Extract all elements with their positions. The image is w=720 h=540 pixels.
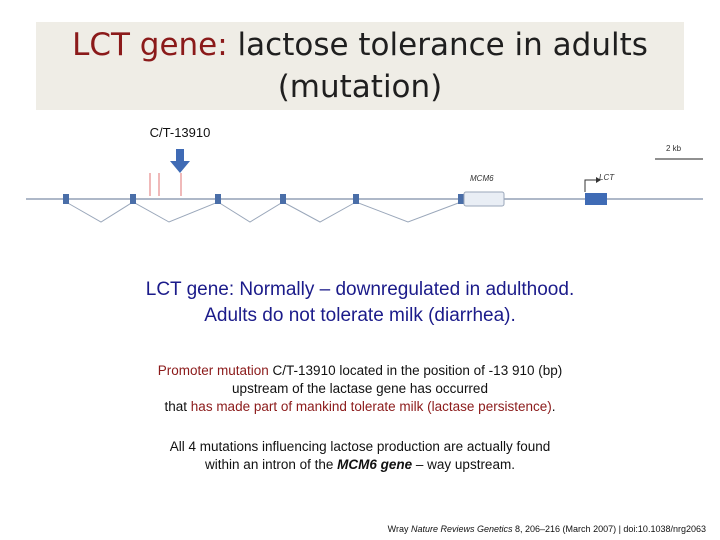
mcm6-gene-box xyxy=(464,192,504,206)
promoter-line-3-start: that xyxy=(164,399,191,414)
exon xyxy=(280,194,286,204)
slide-title xyxy=(36,22,684,110)
promoter-line-3-end: . xyxy=(551,399,556,414)
title-gene-name: LCT gene: xyxy=(72,27,228,63)
promoter-line-3 xyxy=(0,398,720,416)
promoter-mutation-label: Promoter mutation xyxy=(157,363,273,378)
citation xyxy=(388,524,706,534)
citation-journal: Nature Reviews Genetics xyxy=(410,524,513,534)
exon xyxy=(215,194,221,204)
main-line-2: Adults do not tolerate milk (diarrhea). xyxy=(204,305,516,326)
mutations-text xyxy=(0,438,720,474)
mutations-line-2-start: within an intron of the xyxy=(205,457,338,472)
title-line-2: (mutation) xyxy=(277,69,443,105)
mutations-line-2 xyxy=(0,456,720,474)
main-line-1: LCT gene: Normally – downregulated in adulthood. xyxy=(145,279,575,300)
normal-regulation-text xyxy=(0,277,720,329)
promoter-mutation-text xyxy=(0,362,720,416)
exon xyxy=(353,194,359,204)
mcm6-label: MCM6 xyxy=(470,174,494,183)
promoter-line-1 xyxy=(0,362,720,380)
promoter-line-1-rest: C/T-13910 located in the position of -13 910 (bp) xyxy=(272,363,563,378)
mutations-line-1: All 4 mutations influencing lactose production are actually found xyxy=(169,439,551,454)
exon xyxy=(458,194,464,204)
citation-author: Wray xyxy=(387,524,411,534)
exon xyxy=(130,194,136,204)
lct-gene-box xyxy=(585,193,607,205)
scale-label: 2 kb xyxy=(666,144,682,153)
snp-arrow-icon xyxy=(170,149,190,173)
promoter-line-2: upstream of the lactase gene has occurred xyxy=(232,381,488,396)
splice-lines xyxy=(66,202,461,222)
citation-details: 8, 206–216 (March 2007) | doi:10.1038/nrg2063 xyxy=(512,524,706,534)
mutations-line-2-end: – way upstream. xyxy=(412,457,515,472)
gene-diagram xyxy=(0,118,720,228)
lactase-persistence-text: has made part of mankind tolerate milk (lactase persistence) xyxy=(190,399,552,414)
title-line-1 xyxy=(72,24,648,66)
snp-label: C/T-13910 xyxy=(149,125,211,140)
lct-label: LCT xyxy=(599,173,615,182)
exon xyxy=(63,194,69,204)
title-rest: lactose tolerance in adults xyxy=(227,27,648,63)
mcm6-gene-emphasis: MCM6 gene xyxy=(337,457,413,472)
